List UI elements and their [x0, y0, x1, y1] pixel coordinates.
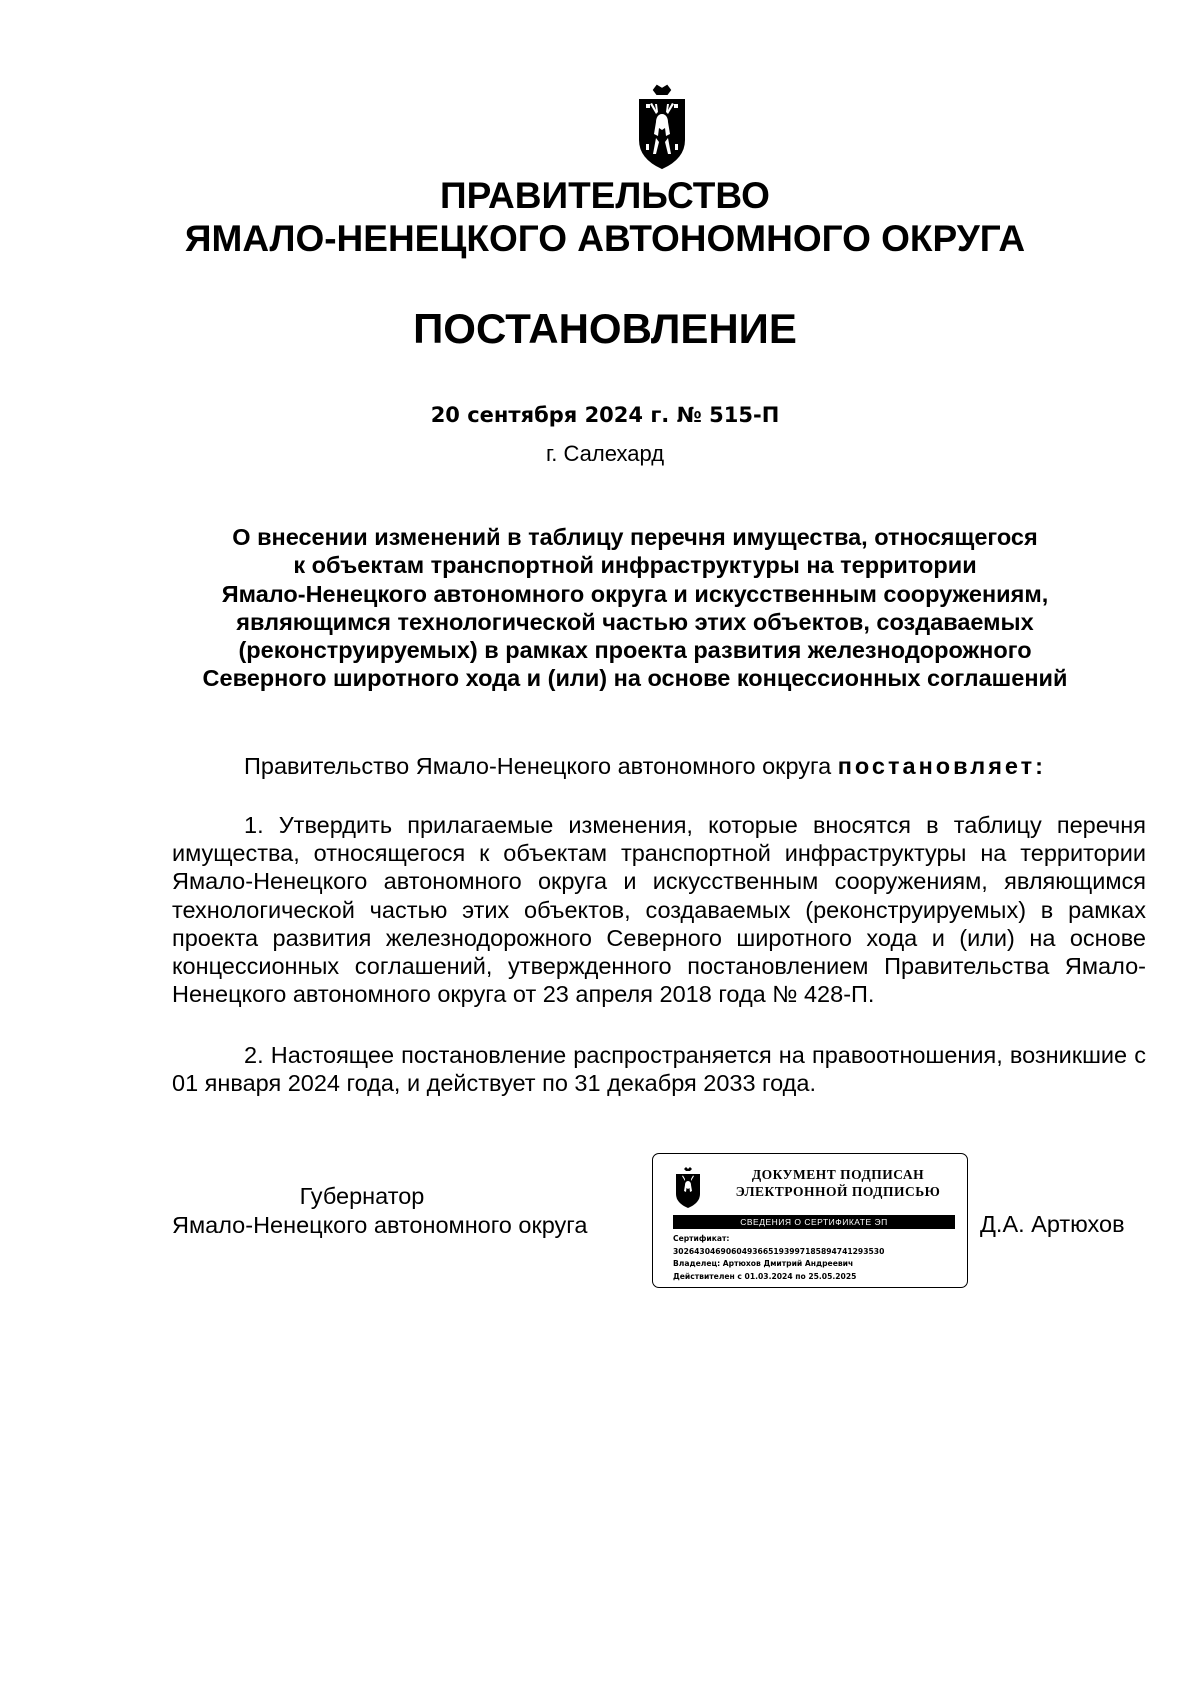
stamp-certificate-bar: СВЕДЕНИЯ О СЕРТИФИКАТЕ ЭП [673, 1215, 955, 1229]
document-subject [140, 523, 1130, 693]
stamp-cert-number: 3026430469060493665193997185894741293530 [673, 1246, 885, 1256]
preamble-resolves: постановляет: [837, 753, 1046, 779]
stamp-owner: Владелец: Артюхов Дмитрий Андреевич [673, 1259, 854, 1268]
stamp-heading [721, 1166, 955, 1200]
subject-line: Северного широтного хода и (или) на основе концессионных соглашений [202, 665, 1068, 692]
stamp-emblem-icon [673, 1166, 703, 1211]
stamp-heading-line1: ДОКУМЕНТ ПОДПИСАН [751, 1167, 925, 1182]
subject-line: О внесении изменений в таблицу перечня имущества, относящегося [232, 524, 1038, 550]
org-name-line2: ЯМАЛО-НЕНЕЦКОГО АВТОНОМНОГО ОКРУГА [184, 218, 1026, 259]
document-type: ПОСТАНОВЛЕНИЕ [413, 305, 797, 352]
stamp-validity: Действителен с 01.03.2024 по 25.05.2025 [673, 1271, 857, 1281]
signer-position: Губернатор [299, 1183, 425, 1209]
paragraph-item-2: 2. Настоящее постановление распространяется на правоотношения, возникшие с 01 января 2024 года, и действует по 31 декабря 2033 года. [172, 1042, 1146, 1097]
subject-line: (реконструируемых) в рамках проекта развития железнодорожного [238, 637, 1032, 664]
org-name-line1: ПРАВИТЕЛЬСТВО [440, 175, 770, 216]
city: г. Салехард [545, 441, 665, 466]
paragraph-item-1: 1. Утвердить прилагаемые изменения, которые вносятся в таблицу перечня имущества, относящегося к объектам транспортной инфраструктуры на территории Ямало-Ненецкого автономного округа и искусственным сооружениям, являющимся технологической частью этих объектов, создаваемых (реконструируемых) в рамках проекта развития железнодорожного Северного широтного хода и (или) на основе концессионных соглашений, утвержденного постановлением Правительства Ямало-Ненецкого автономного округа от 23 апреля 2018 года № 428-П. [172, 812, 1146, 1008]
subject-line: являющимся технологической частью этих объектов, создаваемых [236, 608, 1034, 635]
signer-title [172, 1182, 642, 1240]
signer-name: Д.А. Артюхов [980, 1211, 1125, 1237]
date-and-number: 20 сентября 2024 г. № 515-П [430, 403, 780, 427]
emblem-coat-of-arms [632, 84, 692, 174]
e-signature-stamp [652, 1153, 968, 1288]
stamp-cert-label: Сертификат: [673, 1234, 730, 1243]
subject-line: к объектам транспортной инфраструктуры на территории [293, 552, 977, 579]
preamble-text: Правительство Ямало-Ненецкого автономного округа [244, 753, 838, 779]
stamp-certificate-details [673, 1233, 959, 1283]
subject-line: Ямало-Ненецкого автономного округа и искусственным сооружениям, [221, 580, 1049, 607]
stamp-heading-line2: ЭЛЕКТРОННОЙ ПОДПИСЬЮ [735, 1184, 941, 1199]
signer-region: Ямало-Ненецкого автономного округа [172, 1212, 588, 1238]
preamble [244, 752, 1144, 780]
